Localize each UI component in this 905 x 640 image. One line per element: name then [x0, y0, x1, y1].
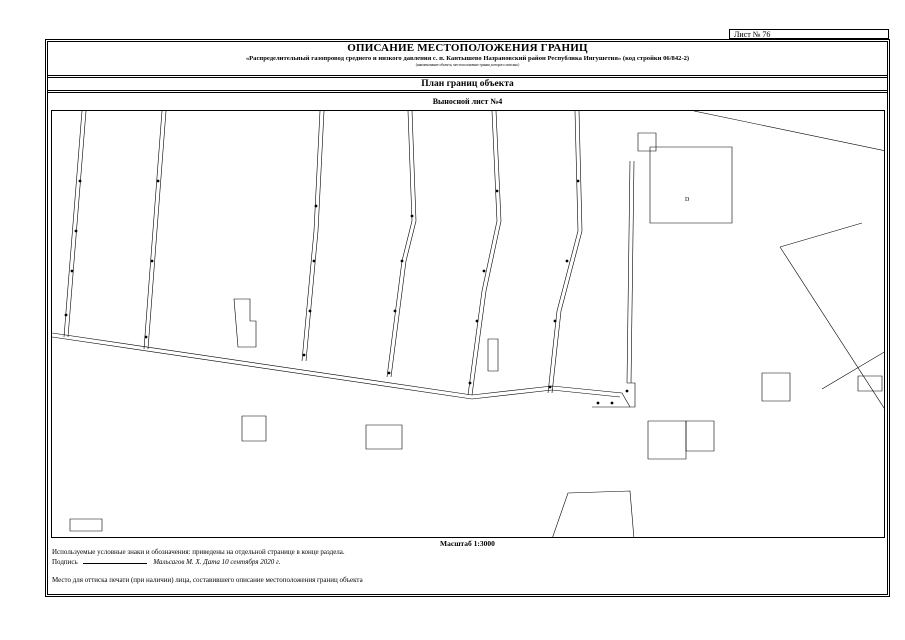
parcel-outline — [858, 376, 882, 391]
date-label: Дата — [203, 558, 220, 566]
road-line — [52, 337, 620, 399]
pipeline-line — [148, 111, 166, 349]
parcel-outline — [780, 247, 885, 411]
parcel-outline — [694, 111, 885, 151]
pipeline-line — [306, 111, 324, 361]
pipeline-line — [472, 111, 501, 395]
object-name: «Распределительный газопровод среднего и низкого давления с. п. Кантышево Назрановский район Республика Ингушетия» (код стройки 06/842-2) — [245, 55, 690, 62]
pipeline-line — [631, 161, 634, 383]
boundary-map — [51, 110, 885, 538]
map-drawing — [52, 111, 885, 538]
divider — [47, 92, 888, 93]
parcel-outline — [552, 491, 634, 538]
signature-blank — [83, 557, 147, 564]
parcel-outline — [648, 421, 686, 459]
signer-name: Мальсагов М. Х. — [153, 558, 202, 566]
pipeline-line — [468, 111, 497, 395]
parcel-outline — [70, 519, 102, 531]
parcel-outline — [686, 421, 714, 451]
divider — [47, 75, 888, 76]
parcel-outline — [242, 416, 266, 441]
parcel-outline — [650, 147, 732, 223]
subsheet-title: Выносной лист №4 — [432, 97, 503, 106]
object-name-caption: (наименование объекта, местоположение границ которого описано) — [415, 63, 520, 67]
parcel-outline — [822, 351, 885, 389]
date-value: 10 сентября 2020 г. — [221, 558, 281, 566]
pipeline-line — [68, 111, 86, 337]
pipeline-line — [627, 161, 630, 383]
pipeline-line — [391, 111, 416, 377]
document-title: ОПИСАНИЕ МЕСТОПОЛОЖЕНИЯ ГРАНИЦ — [347, 42, 588, 54]
legend-note: Используемые условные знаки и обозначения: приведены на отдельной странице в конце раздела. — [52, 548, 345, 556]
map-scale: Масштаб 1:3000 — [440, 539, 495, 548]
pipeline-line — [64, 111, 82, 337]
signature-line — [52, 557, 280, 567]
divider — [47, 90, 888, 91]
parcel-outline — [638, 133, 656, 151]
plan-title: План границ объекта — [421, 79, 514, 89]
parcel-outline — [488, 339, 498, 371]
stamp-note: Место для оттиска печати (при наличии) лица, составившего описание местоположения границ объекта — [52, 576, 363, 584]
pipeline-line — [387, 111, 412, 377]
parcel-outline — [366, 425, 402, 449]
parcel-label-d: D — [685, 197, 690, 203]
pipeline-line — [144, 111, 162, 349]
sheet-number: Лист № 76 — [729, 29, 889, 39]
parcel-outline — [234, 299, 256, 347]
pipeline-line — [552, 111, 582, 393]
road-line — [52, 333, 630, 407]
signature-prefix: Подпись — [52, 558, 78, 566]
pipeline-line — [548, 111, 578, 393]
parcel-outline — [780, 223, 862, 247]
parcel-outline — [762, 373, 790, 401]
